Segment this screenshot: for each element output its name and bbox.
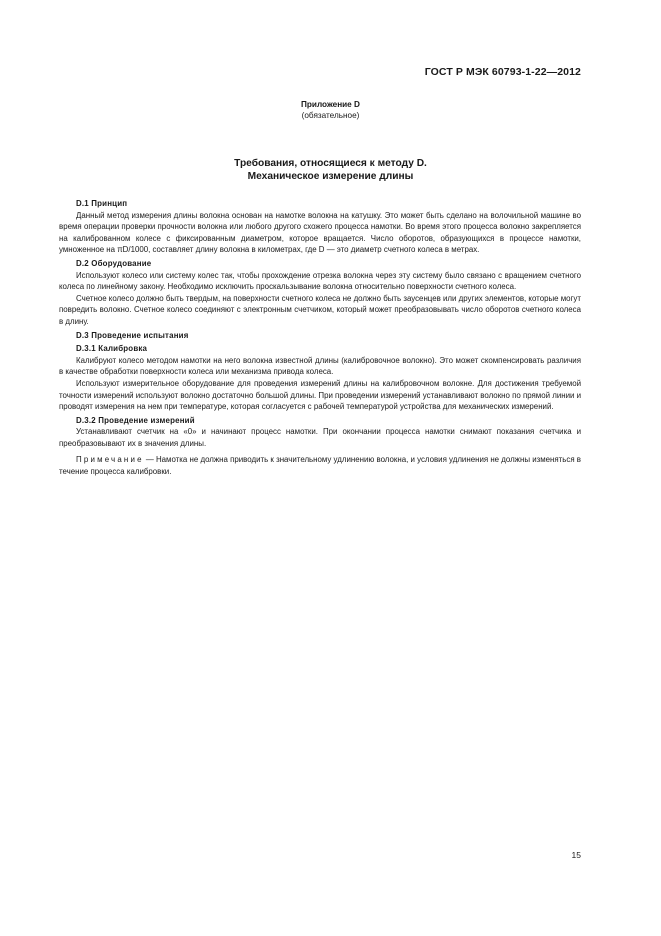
section-heading-d3: D.3 Проведение испытания xyxy=(76,330,189,340)
section-heading-d1: D.1 Принцип xyxy=(76,199,128,208)
page-number: 15 xyxy=(571,850,581,860)
page-title-line-2: Механическое измерение длины xyxy=(247,171,414,182)
annex-title: Приложение D xyxy=(301,100,360,109)
section-heading-d2: D.2 Оборудование xyxy=(76,258,152,268)
paragraph: Калибруют колесо методом намотки на него волокна известной длины (калибровочное волокно). Это может скомпенсировать различия в качестве обработки поверхности колеса или механизма привода колеса. xyxy=(59,355,581,377)
document-body xyxy=(59,198,581,478)
paragraph: Используют колесо или систему колес так, чтобы прохождение отрезка волокна через эту систему было связано с вращением счетного колеса по линейному закону. Необходимо исключить проскальзывание волокна относительно поверхности счетного колеса. xyxy=(59,270,581,292)
paragraph: Данный метод измерения длины волокна основан на намотке волокна на катушку. Это может быть сделано на волочильной машине во время операции проверки прочности волокна или любого другого схожего процесса намотки. Во время этого процесса волокно закрепляется на калиброванном колесе с фиксированным диаметром, которое вращается. Число оборотов, образующихся в процессе намотки, умноженное на πD/1000, составляет длину волокна в километрах, где D — это диаметр счетного колеса в метрах. xyxy=(59,210,581,255)
note-paragraph xyxy=(59,454,581,477)
paragraph: Используют измерительное оборудование для проведения измерений длины на калибровочном волокне. Для достижения требуемой точности измерений используют волокно достаточно большой длины. При проведении измерений устанавливают волокно по прямой линии и проводят измерения на нем при температуре, которая согласуется с рабочей температурой устройства для механических измерений. xyxy=(59,378,581,412)
section-heading-d3-1: D.3.1 Калибровка xyxy=(76,344,148,354)
annex-heading xyxy=(0,99,661,121)
note-label: Примечание xyxy=(76,455,144,465)
paragraph: Устанавливают счетчик на «0» и начинают процесс намотки. При окончании процесса намотки снимают показания счетчика и преобразовывают их в значения длины. xyxy=(59,427,581,448)
paragraph: Счетное колесо должно быть твердым, на поверхности счетного колеса не должно быть заусенцев или других элементов, которые могут повредить волокно. Счетное колесо соединяют с электронным счетчиком, который может преобразовывать число оборотов счетного колеса в длину. xyxy=(59,293,581,326)
standard-number: ГОСТ Р МЭК 60793-1-22—2012 xyxy=(424,66,581,78)
page-title-line-1: Требования, относящиеся к методу D. xyxy=(234,158,427,169)
section-heading-d3-2: D.3.2 Проведение измерений xyxy=(76,415,195,425)
note-text: — Намотка не должна приводить к значительному удлинению волокна, и условия удлинения не должны изменяться в течение процесса калибровки. xyxy=(59,455,581,477)
annex-status: (обязательное) xyxy=(301,111,360,120)
page-title xyxy=(0,157,661,183)
